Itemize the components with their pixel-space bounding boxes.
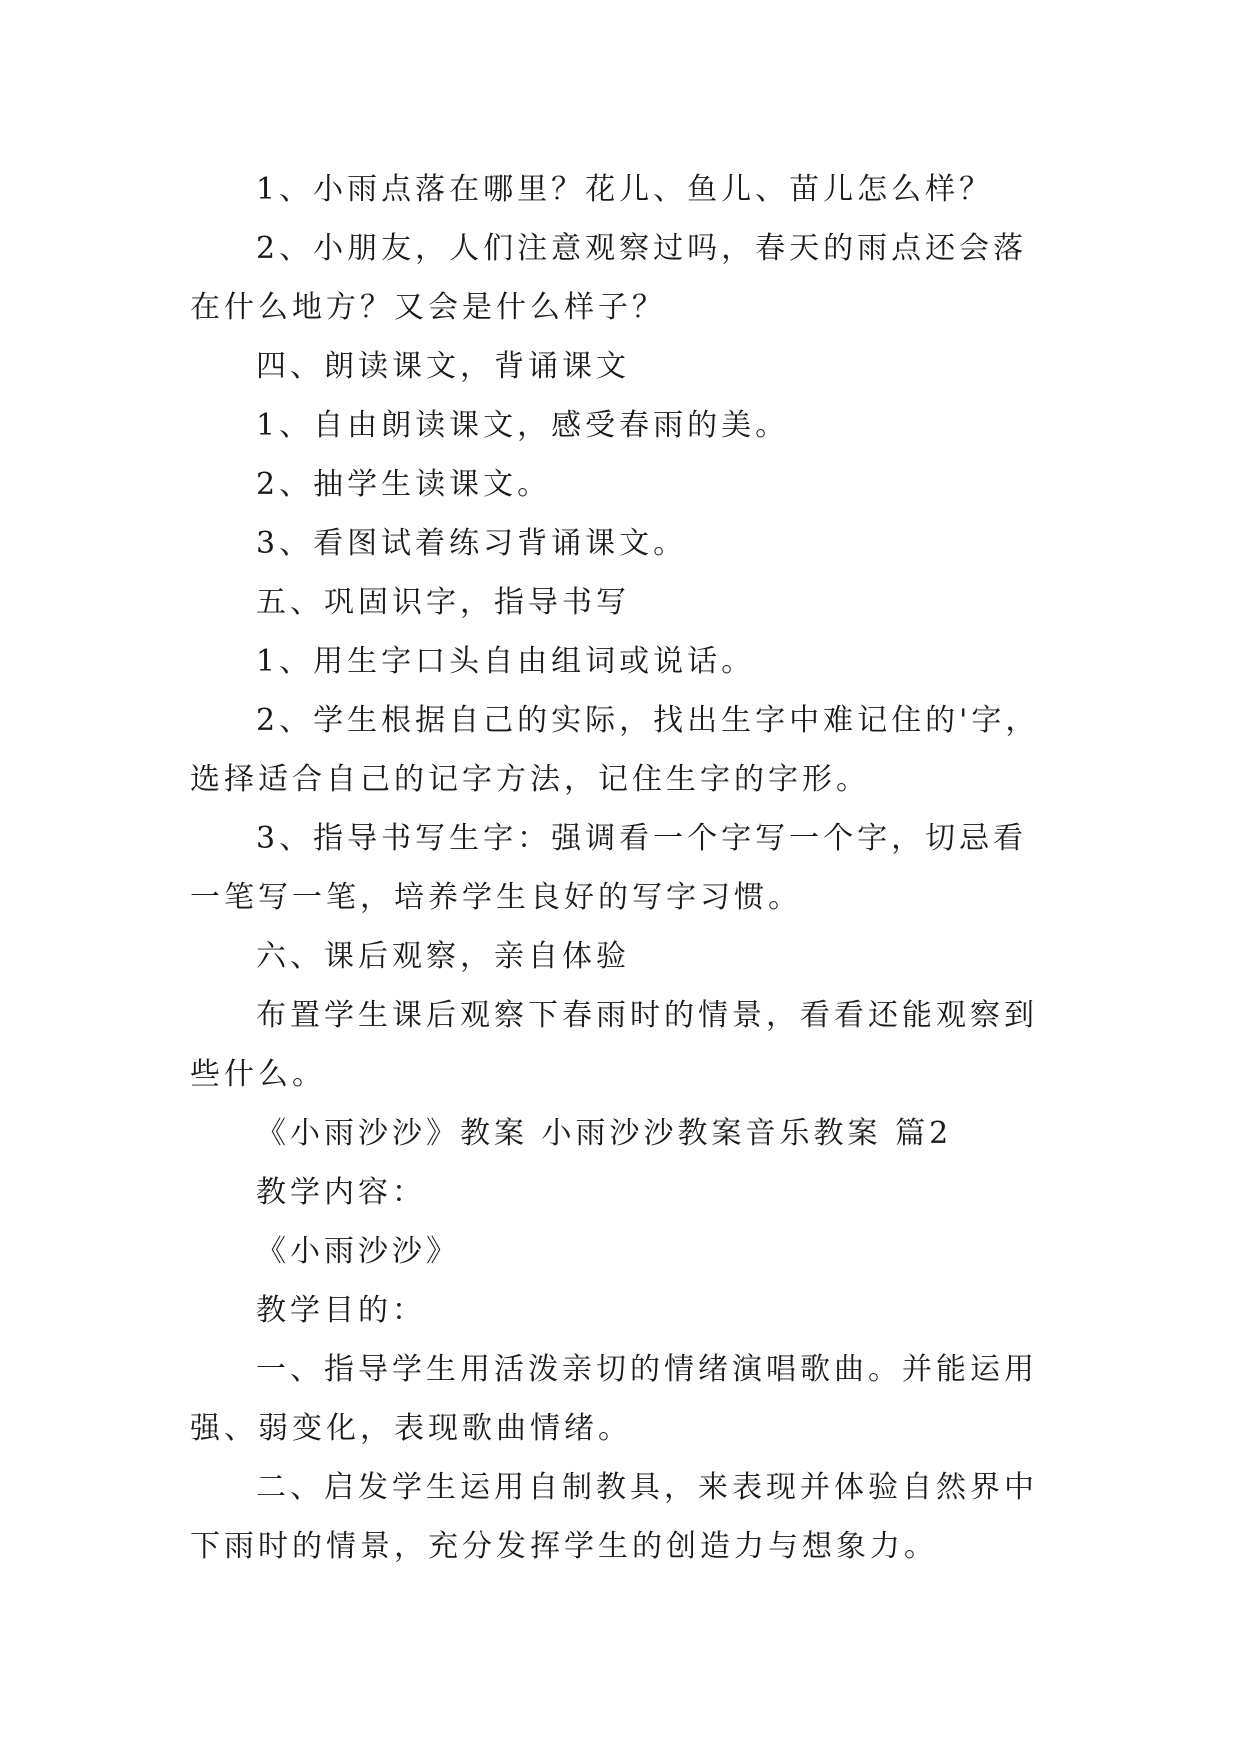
section-heading: 教学目的： bbox=[256, 1293, 426, 1328]
paragraph: 1、小雨点落在哪里？花儿、鱼儿、苗儿怎么样？ bbox=[256, 172, 994, 207]
paragraph: 3、看图试着练习背诵课文。 bbox=[256, 526, 688, 561]
paragraph: 1、用生字口头自由组词或说话。 bbox=[256, 644, 756, 679]
paragraph: 2、抽学生读课文。 bbox=[256, 467, 552, 502]
document-body bbox=[190, 160, 1060, 1576]
section-heading: 六、课后观察，亲自体验 bbox=[256, 939, 630, 974]
paragraph: 二、启发学生运用自制教具，来表现并体验自然界中下雨时的情景，充分发挥学生的创造力与想象力。 bbox=[190, 1470, 1038, 1564]
section-heading: 教学内容： bbox=[256, 1175, 426, 1210]
paragraph: 一、指导学生用活泼亲切的情绪演唱歌曲。并能运用强、弱变化，表现歌曲情绪。 bbox=[190, 1352, 1038, 1446]
paragraph: 布置学生课后观察下春雨时的情景，看看还能观察到些什么。 bbox=[190, 998, 1038, 1092]
article-title: 《小雨沙沙》教案 小雨沙沙教案音乐教案 篇2 bbox=[256, 1116, 953, 1151]
section-heading: 五、巩固识字，指导书写 bbox=[256, 585, 630, 620]
paragraph: 3、指导书写生字：强调看一个字写一个字，切忌看一笔写一笔，培养学生良好的写字习惯。 bbox=[190, 821, 1028, 915]
paragraph: 1、自由朗读课文，感受春雨的美。 bbox=[256, 408, 790, 443]
paragraph: 2、学生根据自己的实际，找出生字中难记住的'字，选择适合自己的记字方法，记住生字的字形。 bbox=[190, 703, 1040, 797]
paragraph: 2、小朋友，人们注意观察过吗，春天的雨点还会落在什么地方？又会是什么样子？ bbox=[190, 231, 1028, 325]
section-heading: 四、朗读课文，背诵课文 bbox=[256, 349, 630, 384]
paragraph: 《小雨沙沙》 bbox=[256, 1234, 460, 1269]
